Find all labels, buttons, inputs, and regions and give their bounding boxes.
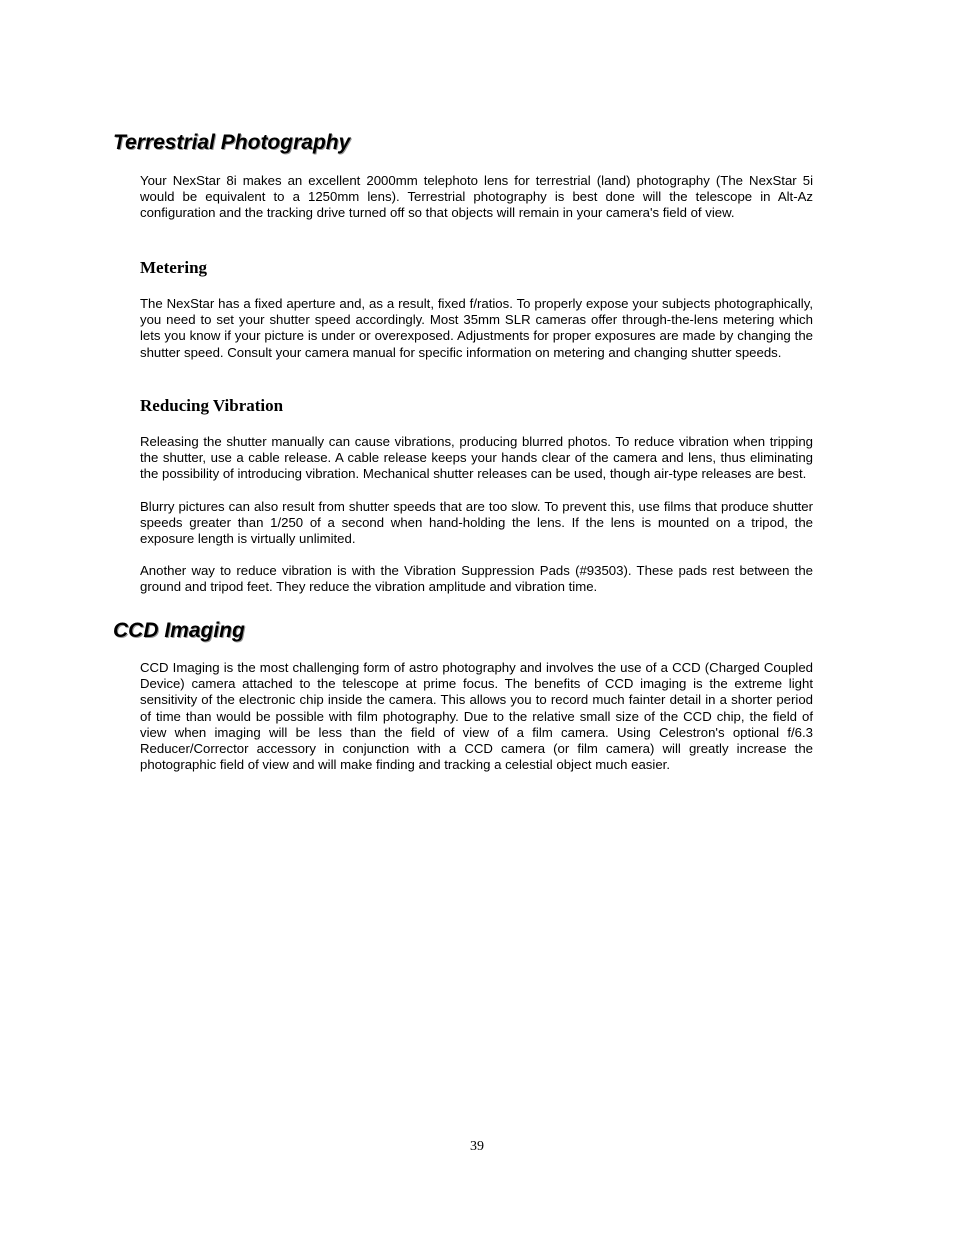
subsection-title-metering: Metering bbox=[140, 258, 208, 277]
metering-paragraph: The NexStar has a fixed aperture and, as a result, fixed f/ratios. To properly expose your subjects photographically, you need to set your shutter speed accordingly. Most 35mm SLR cameras offer through-the-lens metering which lets you know if your picture is under or overexposed. Adjustments for proper exposures are made by changing the shutter speed. Consult your camera manual for specific information on metering and changing shutter speeds. bbox=[140, 296, 813, 360]
vibration-paragraph-suppression-pads: Another way to reduce vibration is with the Vibration Suppression Pads (#93503). These pads rest between the ground and tripod feet. They reduce the vibration amplitude and vibration time. bbox=[140, 563, 813, 595]
page-number: 39 bbox=[470, 1139, 484, 1154]
vibration-paragraph-shutter-speeds: Blurry pictures can also result from shutter speeds that are too slow. To prevent this, use films that produce shutter speeds greater than 1/250 of a second when hand-holding the lens. If the lens is mounted on a tripod, the exposure length is virtually unlimited. bbox=[140, 499, 813, 547]
subsection-title-reducing-vibration: Reducing Vibration bbox=[140, 396, 284, 415]
vibration-paragraph-cable-release: Releasing the shutter manually can cause vibrations, producing blurred photos. To reduce vibration when tripping the shutter, use a cable release. A cable release keeps your hands clear of the camera and lens, thus eliminating the possibility of introducing vibration. Mechanical shutter releases can be used, though air-type releases are best. bbox=[140, 434, 813, 482]
ccd-imaging-paragraph: CCD Imaging is the most challenging form of astro photography and involves the use of a CCD (Charged Coupled Device) camera attached to the telescope at prime focus. The benefits of CCD imaging is the extreme light sensitivity of the electronic chip inside the camera. This allows you to record much fainter detail in a shorter period of time than would be possible with film photography. Due to the relative small size of the CCD chip, the field of view when imaging will be less than the field of view of a film camera. Using Celestron's optional f/6.3 Reducer/Corrector accessory in conjunction with a CCD camera (or film camera) will greatly increase the photographic field of view and will make finding and tracking a celestial object much easier. bbox=[140, 660, 813, 773]
section-title-terrestrial-photography: Terrestrial Photography bbox=[113, 131, 351, 154]
terrestrial-intro-paragraph: Your NexStar 8i makes an excellent 2000mm telephoto lens for terrestrial (land) photography (The NexStar 5i would be equivalent to a 1250mm lens). Terrestrial photography is best done will the telescope in Alt-Az configuration and the tracking drive turned off so that objects will remain in your camera's field of view. bbox=[140, 173, 813, 221]
section-title-ccd-imaging: CCD Imaging bbox=[113, 619, 245, 642]
